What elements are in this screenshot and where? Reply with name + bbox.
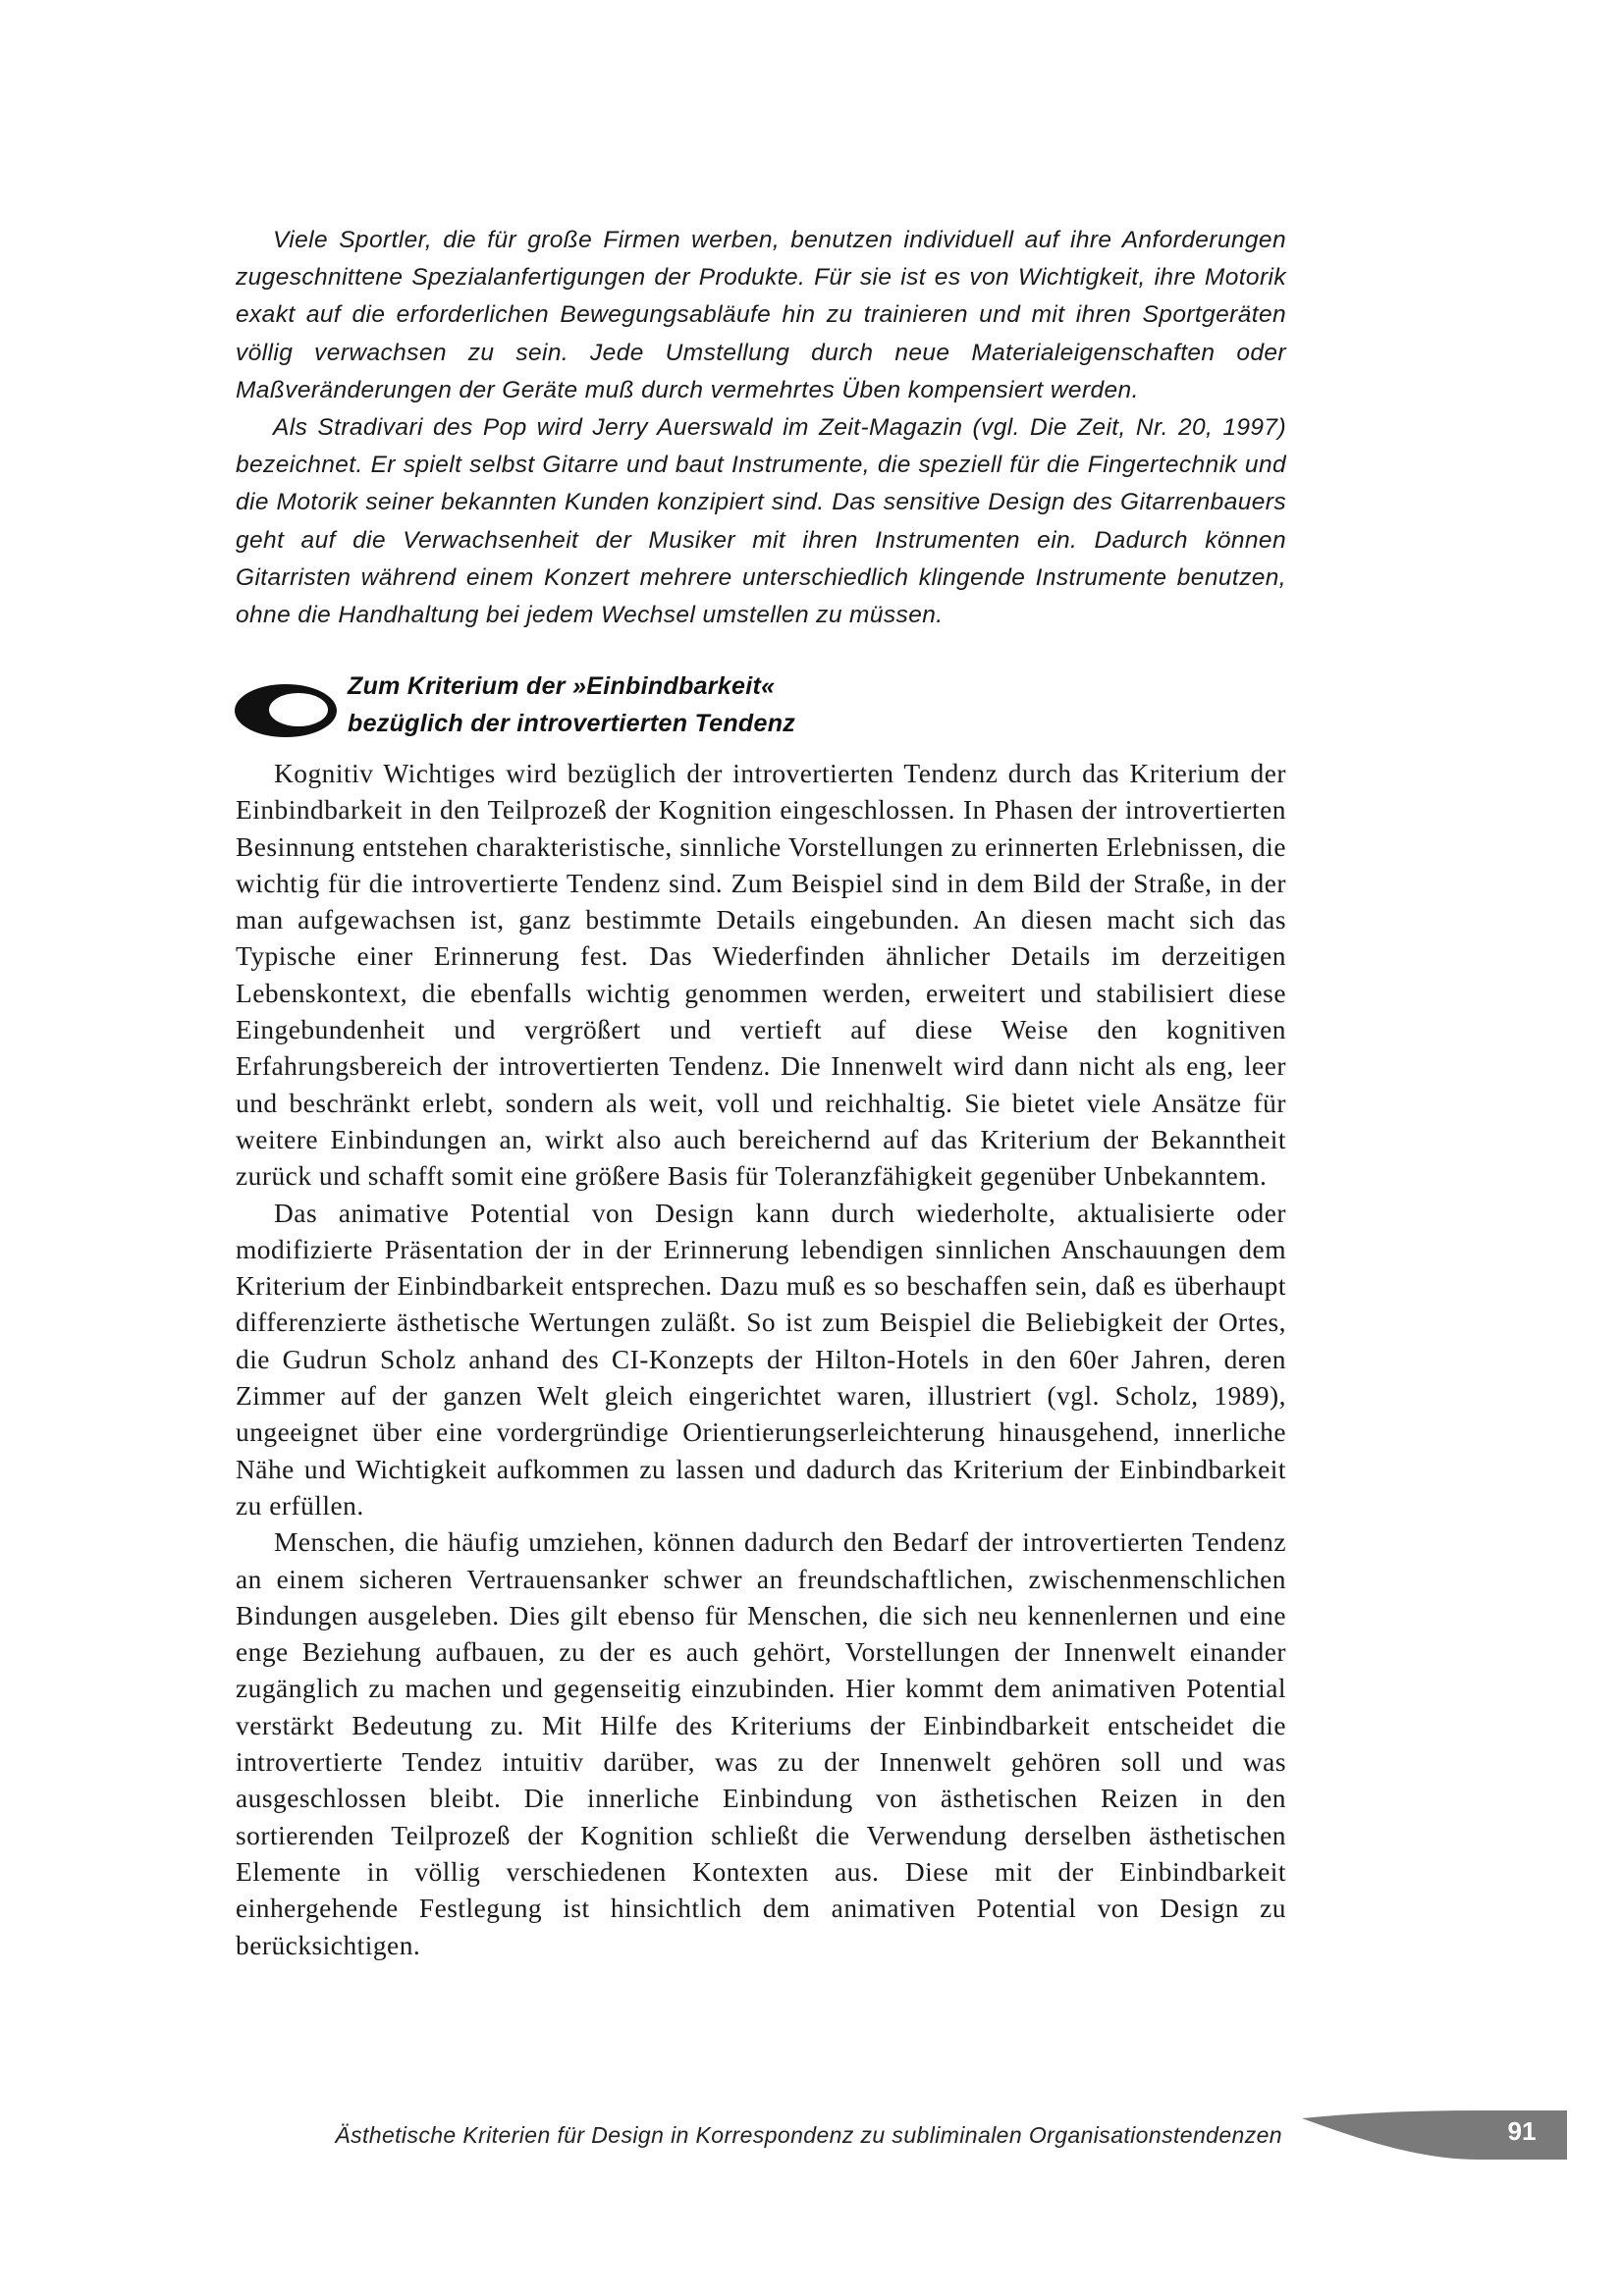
section-title: [348, 667, 795, 742]
body-paragraph-2: Das animative Potential von Design kann durch wiederholte, aktualisierte oder modifizierte Präsentation der in der Erinnerung lebendigen sinnlichen Anschauungen dem Kriterium der Einbindbarkeit entsprechen. Dazu muß es so beschaffen sein, daß es überhaupt differenzierte ästhetische Wertungen zuläßt. So ist zum Beispiel die Beliebigkeit der Ortes, die Gudrun Scholz anhand des CI-Konzepts der Hilton-Hotels in den 60er Jahren, deren Zimmer auf der ganzen Welt gleich eingerichtet waren, illustriert (vgl. Scholz, 1989), ungeeignet über eine vordergründige Orientierungserleichterung hinausgehend, innerliche Nähe und Wichtigkeit aufkommen zu lassen und dadurch das Kriterium der Einbindbarkeit zu erfüllen.: [236, 1198, 1286, 1521]
section-title-line-2: bezüglich der introvertierten Tendenz: [348, 710, 796, 737]
section-title-line-1: Zum Kriterium der »Einbindbarkeit«: [348, 672, 776, 700]
body-text: [236, 756, 1286, 1964]
running-title: Ästhetische Kriterien für Design in Korrespondenz zu subliminalen Organisationstendenzen: [335, 2122, 1282, 2148]
section-heading: [234, 667, 921, 756]
intro-text: [236, 222, 1286, 634]
intro-paragraph-2: Als Stradivari des Pop wird Jerry Auerswald im Zeit-Magazin (vgl. Die Zeit, Nr. 20, 1997) bezeichnet. Er spielt selbst Gitarre und baut Instrumente, die speziell für die Fingertechnik und die Motorik seiner bekannten Kunden konzipiert sind. Das sensitive Design des Gitarrenbauers geht auf die Verwachsenheit der Musiker mit ihren Instrumenten ein. Dadurch können Gitarristen während einem Konzert mehrere unterschiedlich klingende Instrumente benutzen, ohne die Handhaltung bei jedem Wechsel umstellen zu müssen.: [236, 414, 1286, 629]
body-paragraph-1: Kognitiv Wichtiges wird bezüglich der introvertierten Tendenz durch das Kriterium der Einbindbarkeit in den Teilprozeß der Kognition eingeschlossen. In Phasen der introvertierten Besinnung entstehen charakteristische, sinnliche Vorstellungen zu erinnerten Erlebnissen, die wichtig für die introvertierte Tendenz sind. Zum Beispiel sind in dem Bild der Straße, in der man aufgewachsen ist, ganz bestimmte Details eingebunden. An diesen macht sich das Typische einer Erinnerung fest. Das Wiederfinden ähnlicher Details im derzeitigen Lebenskontext, die ebenfalls wichtig genommen werden, erweitert und stabilisiert diese Eingebundenheit und vergrößert und vertieft auf diese Weise den kognitiven Erfahrungsbereich der introvertierten Tendenz. Die Innenwelt wird dann nicht als eng, leer und beschränkt erlebt, sondern als weit, voll und reichhaltig. Sie bietet viele Ansätze für weitere Einbindungen an, wirkt also auch bereichernd auf das Kriterium der Bekanntheit zurück und schafft somit eine größere Basis für Toleranzfähigkeit gegenüber Unbekanntem.: [236, 759, 1286, 1192]
section-ellipse-icon: [234, 683, 338, 738]
page-number: 91: [1507, 2116, 1537, 2146]
body-paragraph-3: Menschen, die häufig umziehen, können dadurch den Bedarf der introvertierten Tendenz an einem sicheren Vertrauensanker schwer an freundschaftlichen, zwischenmenschlichen Bindungen ausgeleben. Dies gilt ebenso für Menschen, die sich neu kennenlernen und eine enge Beziehung aufbauen, zu der es auch gehört, Vorstellungen der Innenwelt einander zugänglich zu machen und gegenseitig einzubinden. Hier kommt dem animativen Potential verstärkt Bedeutung zu. Mit Hilfe des Kriteriums der Einbindbarkeit entscheidet die introvertierte Tendez intuitiv darüber, was zu der Innenwelt gehören soll und was ausgeschlossen bleibt. Die innerliche Einbindung von ästhetischen Reizen in den sortierenden Teilprozeß der Kognition schließt die Verwendung derselben ästhetischen Elemente in völlig verschiedenen Kontexten aus. Diese mit der Einbindbarkeit einhergehende Festlegung ist hinsichtlich dem animativen Potential von Design zu berücksichtigen.: [236, 1527, 1286, 1960]
page-footer: [0, 2110, 1623, 2160]
intro-paragraph-1: Viele Sportler, die für große Firmen werben, benutzen individuell auf ihre Anforderungen zugeschnittene Spezialanfertigungen der Produkte. Für sie ist es von Wichtigkeit, ihre Motorik exakt auf die erforderlichen Bewegungsabläufe hin zu trainieren und mit ihren Sportgeräten völlig verwachsen zu sein. Jede Umstellung durch neue Materialeigenschaften oder Maßveränderungen der Geräte muß durch vermehrtes Üben kompensiert werden.: [236, 227, 1286, 403]
